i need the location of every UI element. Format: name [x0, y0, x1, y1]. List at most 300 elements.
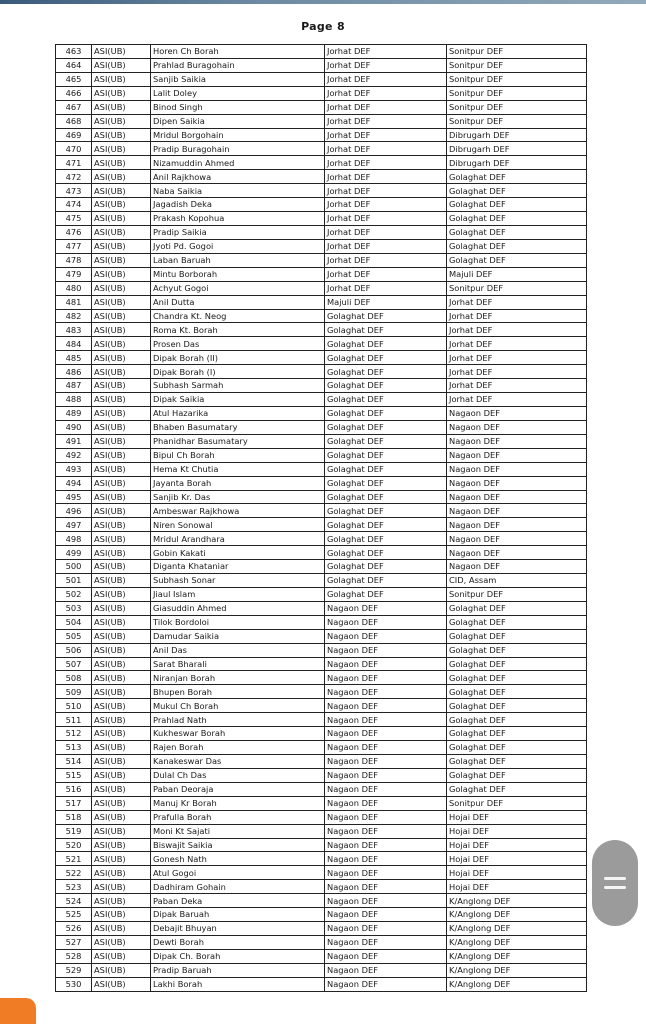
- table-row: [56, 671, 587, 685]
- to-unit-cell: Hojai DEF: [447, 866, 587, 880]
- from-unit-cell: Nagaon DEF: [325, 671, 447, 685]
- table-row: [56, 309, 587, 323]
- table-row: [56, 880, 587, 894]
- to-unit-cell: Sonitpur DEF: [447, 58, 587, 72]
- name-cell: Atul Gogoi: [151, 866, 325, 880]
- name-cell: Mukul Ch Borah: [151, 699, 325, 713]
- from-unit-cell: Jorhat DEF: [325, 170, 447, 184]
- from-unit-cell: Majuli DEF: [325, 295, 447, 309]
- from-unit-cell: Jorhat DEF: [325, 128, 447, 142]
- from-unit-cell: Nagaon DEF: [325, 643, 447, 657]
- serial-cell: 525: [56, 908, 92, 922]
- table-row: [56, 838, 587, 852]
- name-cell: Dadhiram Gohain: [151, 880, 325, 894]
- rank-cell: ASI(UB): [92, 45, 151, 59]
- from-unit-cell: Golaghat DEF: [325, 379, 447, 393]
- from-unit-cell: Jorhat DEF: [325, 281, 447, 295]
- rank-cell: ASI(UB): [92, 643, 151, 657]
- name-cell: Paban Deoraja: [151, 782, 325, 796]
- rank-cell: ASI(UB): [92, 351, 151, 365]
- from-unit-cell: Jorhat DEF: [325, 198, 447, 212]
- name-cell: Giasuddin Ahmed: [151, 601, 325, 615]
- table-body: [56, 45, 587, 992]
- name-cell: Jayanta Borah: [151, 476, 325, 490]
- scroll-handle[interactable]: [592, 840, 638, 926]
- rank-cell: ASI(UB): [92, 866, 151, 880]
- serial-cell: 474: [56, 198, 92, 212]
- serial-cell: 471: [56, 156, 92, 170]
- from-unit-cell: Nagaon DEF: [325, 615, 447, 629]
- name-cell: Jyoti Pd. Gogoi: [151, 239, 325, 253]
- rank-cell: ASI(UB): [92, 198, 151, 212]
- rank-cell: ASI(UB): [92, 741, 151, 755]
- serial-cell: 476: [56, 225, 92, 239]
- table-row: [56, 755, 587, 769]
- serial-cell: 497: [56, 518, 92, 532]
- name-cell: Chandra Kt. Neog: [151, 309, 325, 323]
- to-unit-cell: Nagaon DEF: [447, 490, 587, 504]
- name-cell: Bhaben Basumatary: [151, 420, 325, 434]
- table-row: [56, 490, 587, 504]
- from-unit-cell: Nagaon DEF: [325, 810, 447, 824]
- rank-cell: ASI(UB): [92, 601, 151, 615]
- name-cell: Achyut Gogoi: [151, 281, 325, 295]
- from-unit-cell: Jorhat DEF: [325, 156, 447, 170]
- name-cell: Laban Baruah: [151, 253, 325, 267]
- serial-cell: 470: [56, 142, 92, 156]
- from-unit-cell: Golaghat DEF: [325, 532, 447, 546]
- rank-cell: ASI(UB): [92, 267, 151, 281]
- serial-cell: 483: [56, 323, 92, 337]
- name-cell: Prahlad Nath: [151, 713, 325, 727]
- to-unit-cell: Golaghat DEF: [447, 699, 587, 713]
- from-unit-cell: Jorhat DEF: [325, 267, 447, 281]
- serial-cell: 519: [56, 824, 92, 838]
- from-unit-cell: Nagaon DEF: [325, 852, 447, 866]
- name-cell: Roma Kt. Borah: [151, 323, 325, 337]
- to-unit-cell: Jorhat DEF: [447, 309, 587, 323]
- from-unit-cell: Jorhat DEF: [325, 253, 447, 267]
- table-row: [56, 281, 587, 295]
- name-cell: Lalit Doley: [151, 86, 325, 100]
- from-unit-cell: Nagaon DEF: [325, 699, 447, 713]
- table-row: [56, 434, 587, 448]
- to-unit-cell: CID, Assam: [447, 574, 587, 588]
- serial-cell: 463: [56, 45, 92, 59]
- from-unit-cell: Nagaon DEF: [325, 977, 447, 991]
- table-row: [56, 629, 587, 643]
- rank-cell: ASI(UB): [92, 880, 151, 894]
- table-row: [56, 685, 587, 699]
- rank-cell: ASI(UB): [92, 253, 151, 267]
- name-cell: Dulal Ch Das: [151, 768, 325, 782]
- table-row: [56, 810, 587, 824]
- table-row: [56, 504, 587, 518]
- from-unit-cell: Jorhat DEF: [325, 212, 447, 226]
- serial-cell: 491: [56, 434, 92, 448]
- from-unit-cell: Nagaon DEF: [325, 755, 447, 769]
- to-unit-cell: K/Anglong DEF: [447, 977, 587, 991]
- serial-cell: 472: [56, 170, 92, 184]
- name-cell: Sanjib Kr. Das: [151, 490, 325, 504]
- table-row: [56, 100, 587, 114]
- to-unit-cell: Sonitpur DEF: [447, 796, 587, 810]
- rank-cell: ASI(UB): [92, 72, 151, 86]
- from-unit-cell: Golaghat DEF: [325, 462, 447, 476]
- to-unit-cell: Hojai DEF: [447, 838, 587, 852]
- name-cell: Anil Rajkhowa: [151, 170, 325, 184]
- rank-cell: ASI(UB): [92, 170, 151, 184]
- to-unit-cell: Golaghat DEF: [447, 755, 587, 769]
- drag-handle-icon: [604, 877, 626, 880]
- table-row: [56, 253, 587, 267]
- serial-cell: 475: [56, 212, 92, 226]
- serial-cell: 526: [56, 922, 92, 936]
- rank-cell: ASI(UB): [92, 768, 151, 782]
- serial-cell: 477: [56, 239, 92, 253]
- rank-cell: ASI(UB): [92, 212, 151, 226]
- to-unit-cell: Jorhat DEF: [447, 337, 587, 351]
- serial-cell: 482: [56, 309, 92, 323]
- page-title: Page 8: [301, 20, 345, 33]
- to-unit-cell: Dibrugarh DEF: [447, 142, 587, 156]
- table-row: [56, 337, 587, 351]
- serial-cell: 486: [56, 365, 92, 379]
- name-cell: Gobin Kakati: [151, 546, 325, 560]
- table-row: [56, 476, 587, 490]
- serial-cell: 481: [56, 295, 92, 309]
- table-row: [56, 949, 587, 963]
- to-unit-cell: Nagaon DEF: [447, 420, 587, 434]
- transfer-table: [55, 44, 587, 992]
- serial-cell: 500: [56, 560, 92, 574]
- to-unit-cell: Majuli DEF: [447, 267, 587, 281]
- table-row: [56, 184, 587, 198]
- name-cell: Bipul Ch Borah: [151, 448, 325, 462]
- to-unit-cell: Nagaon DEF: [447, 434, 587, 448]
- rank-cell: ASI(UB): [92, 504, 151, 518]
- rank-cell: ASI(UB): [92, 225, 151, 239]
- to-unit-cell: K/Anglong DEF: [447, 908, 587, 922]
- to-unit-cell: K/Anglong DEF: [447, 894, 587, 908]
- table-row: [56, 782, 587, 796]
- table-row: [56, 908, 587, 922]
- name-cell: Pradip Saikia: [151, 225, 325, 239]
- serial-cell: 513: [56, 741, 92, 755]
- name-cell: Prahlad Buragohain: [151, 58, 325, 72]
- serial-cell: 524: [56, 894, 92, 908]
- name-cell: Dipak Baruah: [151, 908, 325, 922]
- to-unit-cell: Golaghat DEF: [447, 198, 587, 212]
- from-unit-cell: Golaghat DEF: [325, 351, 447, 365]
- from-unit-cell: Nagaon DEF: [325, 824, 447, 838]
- table-row: [56, 323, 587, 337]
- from-unit-cell: Nagaon DEF: [325, 894, 447, 908]
- table-row: [56, 560, 587, 574]
- serial-cell: 492: [56, 448, 92, 462]
- table-row: [56, 58, 587, 72]
- name-cell: Prosen Das: [151, 337, 325, 351]
- from-unit-cell: Golaghat DEF: [325, 476, 447, 490]
- rank-cell: ASI(UB): [92, 782, 151, 796]
- name-cell: Tilok Bordoloi: [151, 615, 325, 629]
- table-row: [56, 393, 587, 407]
- table-row: [56, 351, 587, 365]
- name-cell: Jagadish Deka: [151, 198, 325, 212]
- name-cell: Prakash Kopohua: [151, 212, 325, 226]
- rank-cell: ASI(UB): [92, 810, 151, 824]
- to-unit-cell: Jorhat DEF: [447, 351, 587, 365]
- serial-cell: 468: [56, 114, 92, 128]
- table-row: [56, 768, 587, 782]
- serial-cell: 494: [56, 476, 92, 490]
- serial-cell: 515: [56, 768, 92, 782]
- to-unit-cell: Golaghat DEF: [447, 727, 587, 741]
- table-row: [56, 72, 587, 86]
- name-cell: Dipak Ch. Borah: [151, 949, 325, 963]
- to-unit-cell: Nagaon DEF: [447, 532, 587, 546]
- table-row: [56, 643, 587, 657]
- from-unit-cell: Nagaon DEF: [325, 922, 447, 936]
- from-unit-cell: Jorhat DEF: [325, 114, 447, 128]
- serial-cell: 523: [56, 880, 92, 894]
- table-row: [56, 852, 587, 866]
- from-unit-cell: Nagaon DEF: [325, 685, 447, 699]
- to-unit-cell: Nagaon DEF: [447, 406, 587, 420]
- to-unit-cell: Hojai DEF: [447, 880, 587, 894]
- name-cell: Pradip Baruah: [151, 963, 325, 977]
- rank-cell: ASI(UB): [92, 323, 151, 337]
- name-cell: Binod Singh: [151, 100, 325, 114]
- serial-cell: 496: [56, 504, 92, 518]
- serial-cell: 498: [56, 532, 92, 546]
- serial-cell: 528: [56, 949, 92, 963]
- from-unit-cell: Golaghat DEF: [325, 420, 447, 434]
- serial-cell: 507: [56, 657, 92, 671]
- rank-cell: ASI(UB): [92, 963, 151, 977]
- name-cell: Moni Kt Sajati: [151, 824, 325, 838]
- table-row: [56, 114, 587, 128]
- name-cell: Dewti Borah: [151, 936, 325, 950]
- serial-cell: 464: [56, 58, 92, 72]
- to-unit-cell: Golaghat DEF: [447, 253, 587, 267]
- serial-cell: 495: [56, 490, 92, 504]
- to-unit-cell: Golaghat DEF: [447, 782, 587, 796]
- name-cell: Damudar Saikia: [151, 629, 325, 643]
- rank-cell: ASI(UB): [92, 713, 151, 727]
- to-unit-cell: Golaghat DEF: [447, 713, 587, 727]
- serial-cell: 514: [56, 755, 92, 769]
- top-edge-strip: [0, 0, 646, 4]
- to-unit-cell: Jorhat DEF: [447, 295, 587, 309]
- rank-cell: ASI(UB): [92, 156, 151, 170]
- serial-cell: 520: [56, 838, 92, 852]
- rank-cell: ASI(UB): [92, 239, 151, 253]
- to-unit-cell: Sonitpur DEF: [447, 114, 587, 128]
- serial-cell: 516: [56, 782, 92, 796]
- name-cell: Niren Sonowal: [151, 518, 325, 532]
- rank-cell: ASI(UB): [92, 894, 151, 908]
- from-unit-cell: Nagaon DEF: [325, 936, 447, 950]
- to-unit-cell: Golaghat DEF: [447, 657, 587, 671]
- name-cell: Biswajit Saikia: [151, 838, 325, 852]
- rank-cell: ASI(UB): [92, 796, 151, 810]
- table-row: [56, 936, 587, 950]
- to-unit-cell: Golaghat DEF: [447, 768, 587, 782]
- rank-cell: ASI(UB): [92, 657, 151, 671]
- from-unit-cell: Nagaon DEF: [325, 629, 447, 643]
- to-unit-cell: Jorhat DEF: [447, 379, 587, 393]
- rank-cell: ASI(UB): [92, 142, 151, 156]
- rank-cell: ASI(UB): [92, 184, 151, 198]
- from-unit-cell: Jorhat DEF: [325, 45, 447, 59]
- serial-cell: 485: [56, 351, 92, 365]
- from-unit-cell: Jorhat DEF: [325, 100, 447, 114]
- table-row: [56, 379, 587, 393]
- to-unit-cell: Golaghat DEF: [447, 615, 587, 629]
- to-unit-cell: Nagaon DEF: [447, 476, 587, 490]
- rank-cell: ASI(UB): [92, 629, 151, 643]
- rank-cell: ASI(UB): [92, 587, 151, 601]
- to-unit-cell: Dibrugarh DEF: [447, 128, 587, 142]
- serial-cell: 499: [56, 546, 92, 560]
- name-cell: Dipak Borah (I): [151, 365, 325, 379]
- name-cell: Niranjan Borah: [151, 671, 325, 685]
- to-unit-cell: Sonitpur DEF: [447, 281, 587, 295]
- name-cell: Dipak Borah (II): [151, 351, 325, 365]
- rank-cell: ASI(UB): [92, 114, 151, 128]
- rank-cell: ASI(UB): [92, 100, 151, 114]
- table-row: [56, 170, 587, 184]
- to-unit-cell: Nagaon DEF: [447, 518, 587, 532]
- name-cell: Bhupen Borah: [151, 685, 325, 699]
- serial-cell: 512: [56, 727, 92, 741]
- serial-cell: 529: [56, 963, 92, 977]
- rank-cell: ASI(UB): [92, 755, 151, 769]
- to-unit-cell: Golaghat DEF: [447, 685, 587, 699]
- serial-cell: 493: [56, 462, 92, 476]
- serial-cell: 501: [56, 574, 92, 588]
- to-unit-cell: Golaghat DEF: [447, 225, 587, 239]
- table-row: [56, 212, 587, 226]
- to-unit-cell: Golaghat DEF: [447, 741, 587, 755]
- table-row: [56, 657, 587, 671]
- rank-cell: ASI(UB): [92, 908, 151, 922]
- table-row: [56, 727, 587, 741]
- rank-cell: ASI(UB): [92, 337, 151, 351]
- from-unit-cell: Golaghat DEF: [325, 504, 447, 518]
- from-unit-cell: Nagaon DEF: [325, 713, 447, 727]
- rank-cell: ASI(UB): [92, 615, 151, 629]
- name-cell: Mintu Borborah: [151, 267, 325, 281]
- table-row: [56, 532, 587, 546]
- name-cell: Gonesh Nath: [151, 852, 325, 866]
- table-row: [56, 601, 587, 615]
- serial-cell: 511: [56, 713, 92, 727]
- table-row: [56, 713, 587, 727]
- rank-cell: ASI(UB): [92, 518, 151, 532]
- name-cell: Phanidhar Basumatary: [151, 434, 325, 448]
- to-unit-cell: Nagaon DEF: [447, 504, 587, 518]
- rank-cell: ASI(UB): [92, 838, 151, 852]
- name-cell: Jiaul Islam: [151, 587, 325, 601]
- from-unit-cell: Golaghat DEF: [325, 337, 447, 351]
- to-unit-cell: Hojai DEF: [447, 810, 587, 824]
- rank-cell: ASI(UB): [92, 727, 151, 741]
- from-unit-cell: Nagaon DEF: [325, 908, 447, 922]
- rank-cell: ASI(UB): [92, 58, 151, 72]
- to-unit-cell: Golaghat DEF: [447, 170, 587, 184]
- to-unit-cell: Sonitpur DEF: [447, 86, 587, 100]
- name-cell: Rajen Borah: [151, 741, 325, 755]
- name-cell: Ambeswar Rajkhowa: [151, 504, 325, 518]
- rank-cell: ASI(UB): [92, 532, 151, 546]
- from-unit-cell: Golaghat DEF: [325, 587, 447, 601]
- to-unit-cell: Golaghat DEF: [447, 671, 587, 685]
- to-unit-cell: Sonitpur DEF: [447, 587, 587, 601]
- to-unit-cell: Golaghat DEF: [447, 629, 587, 643]
- rank-cell: ASI(UB): [92, 922, 151, 936]
- to-unit-cell: K/Anglong DEF: [447, 922, 587, 936]
- to-unit-cell: Golaghat DEF: [447, 643, 587, 657]
- serial-cell: 479: [56, 267, 92, 281]
- to-unit-cell: Sonitpur DEF: [447, 45, 587, 59]
- from-unit-cell: Nagaon DEF: [325, 657, 447, 671]
- table-row: [56, 615, 587, 629]
- name-cell: Sarat Bharali: [151, 657, 325, 671]
- name-cell: Naba Saikia: [151, 184, 325, 198]
- serial-cell: 490: [56, 420, 92, 434]
- name-cell: Nizamuddin Ahmed: [151, 156, 325, 170]
- name-cell: Pradip Buragohain: [151, 142, 325, 156]
- to-unit-cell: Golaghat DEF: [447, 184, 587, 198]
- from-unit-cell: Golaghat DEF: [325, 406, 447, 420]
- name-cell: Sanjib Saikia: [151, 72, 325, 86]
- from-unit-cell: Nagaon DEF: [325, 741, 447, 755]
- from-unit-cell: Golaghat DEF: [325, 560, 447, 574]
- rank-cell: ASI(UB): [92, 295, 151, 309]
- rank-cell: ASI(UB): [92, 379, 151, 393]
- from-unit-cell: Nagaon DEF: [325, 768, 447, 782]
- from-unit-cell: Golaghat DEF: [325, 448, 447, 462]
- serial-cell: 502: [56, 587, 92, 601]
- rank-cell: ASI(UB): [92, 420, 151, 434]
- to-unit-cell: Golaghat DEF: [447, 212, 587, 226]
- rank-cell: ASI(UB): [92, 977, 151, 991]
- to-unit-cell: Nagaon DEF: [447, 462, 587, 476]
- rank-cell: ASI(UB): [92, 462, 151, 476]
- name-cell: Atul Hazarika: [151, 406, 325, 420]
- table-row: [56, 295, 587, 309]
- from-unit-cell: Golaghat DEF: [325, 309, 447, 323]
- from-unit-cell: Jorhat DEF: [325, 142, 447, 156]
- rank-cell: ASI(UB): [92, 365, 151, 379]
- name-cell: Lakhi Borah: [151, 977, 325, 991]
- name-cell: Subhash Sarmah: [151, 379, 325, 393]
- table-row: [56, 86, 587, 100]
- serial-cell: 508: [56, 671, 92, 685]
- name-cell: Horen Ch Borah: [151, 45, 325, 59]
- table-row: [56, 699, 587, 713]
- serial-cell: 518: [56, 810, 92, 824]
- serial-cell: 517: [56, 796, 92, 810]
- from-unit-cell: Nagaon DEF: [325, 727, 447, 741]
- to-unit-cell: Hojai DEF: [447, 852, 587, 866]
- rank-cell: ASI(UB): [92, 448, 151, 462]
- table-row: [56, 741, 587, 755]
- from-unit-cell: Jorhat DEF: [325, 184, 447, 198]
- to-unit-cell: K/Anglong DEF: [447, 936, 587, 950]
